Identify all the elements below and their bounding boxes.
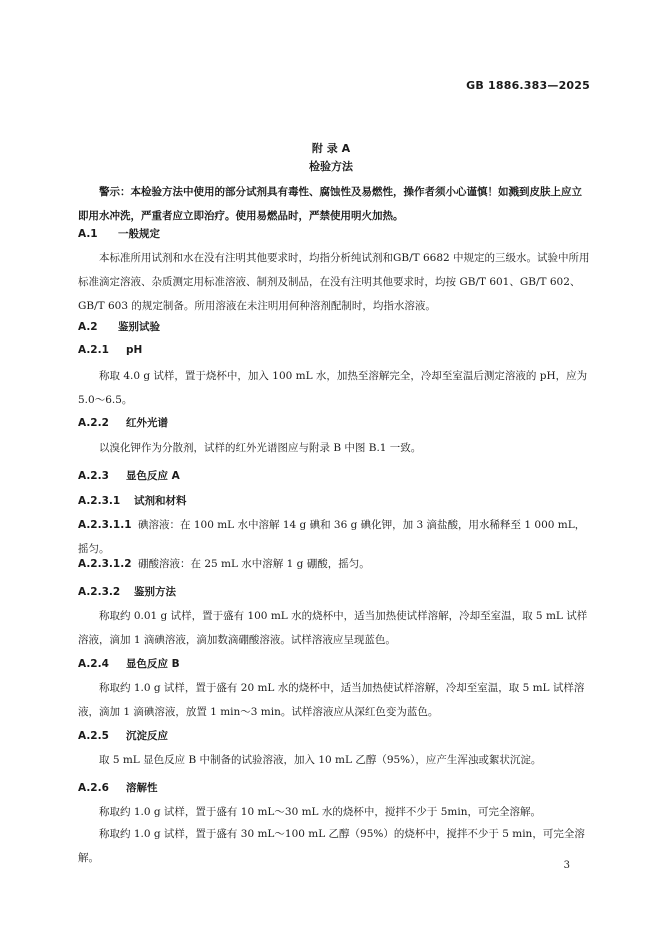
section-number: A.2.2	[78, 417, 109, 429]
section-number: A.2.1	[78, 344, 109, 356]
section-heading-a21	[78, 344, 142, 356]
section-heading-a22	[78, 415, 168, 430]
section-heading-a23	[78, 468, 180, 483]
section-number: A.2.3.1	[78, 495, 121, 507]
section-number: A.2.6	[78, 782, 109, 794]
section-text-a25: 取 5 mL 显色反应 B 中制备的试验溶液，加入 10 mL 乙醇（95%），应产生浑浊或絮状沉淀。	[99, 754, 542, 766]
section-number: A.1	[78, 228, 98, 240]
item-number: A.2.3.1.2	[78, 558, 132, 570]
section-text-a1: 本标准所用试剂和水在没有注明其他要求时，均指分析纯试剂和GB/T 6682 中规定的三级水。试验中所用标准滴定溶液、杂质测定用标准溶液、制剂及制品，在没有注明其他要求时，均按 GB/T 601、GB/T 602、GB/T 603 的规定制备。所用溶液在未注明用何种溶剂配制时，均指水溶液。	[78, 252, 590, 312]
section-title: 显色反应 A	[126, 470, 180, 482]
page-number: 3	[563, 860, 570, 871]
section-heading-a232	[78, 584, 176, 599]
section-heading-a231	[78, 493, 187, 508]
standard-number-header: GB 1886.383—2025	[466, 79, 590, 92]
section-title: 沉淀反应	[126, 730, 168, 742]
section-heading-a1	[78, 226, 160, 241]
section-text-a22: 以溴化钾作为分散剂，试样的红外光谱图应与附录 B 中图 B.1 一致。	[99, 442, 422, 454]
item-number: A.2.3.1.1	[78, 519, 132, 531]
section-text-a21: 称取 4.0 g 试样，置于烧杯中，加入 100 mL 水，加热至溶解完全，冷却至室温后测定溶液的 pH，应为 5.0～6.5。	[78, 370, 588, 406]
section-heading-a2	[78, 319, 160, 334]
section-title: 试剂和材料	[134, 495, 187, 507]
section-title: 红外光谱	[126, 417, 168, 429]
item-text: 碘溶液：在 100 mL 水中溶解 14 g 碘和 36 g 碘化钾，加 3 滴盐酸，用水稀释至 1 000 mL，摇匀。	[78, 519, 586, 555]
reagent-item-boric-acid	[78, 552, 592, 576]
section-text-a232: 称取约 0.01 g 试样，置于盛有 100 mL 水的烧杯中，适当加热使试样溶解，冷却至室温，取 5 mL 试样溶液，滴加 1 滴碘溶液，滴加数滴硼酸溶液。试样溶液应呈现蓝色。	[78, 610, 588, 646]
section-title: 溶解性	[126, 782, 158, 794]
section-text-a26-ethanol: 称取约 1.0 g 试样，置于盛有 30 mL～100 mL 乙醇（95%）的烧杯中，搅拌不少于 5 min，可完全溶解。	[78, 828, 585, 864]
item-text: 硼酸溶液：在 25 mL 水中溶解 1 g 硼酸，摇匀。	[138, 558, 370, 570]
section-text-a26-water: 称取约 1.0 g 试样，置于盛有 10 mL～30 mL 水的烧杯中，搅拌不少于 5min，可完全溶解。	[99, 806, 541, 818]
section-title: 鉴别方法	[134, 586, 176, 598]
section-title: pH	[126, 344, 143, 356]
appendix-label: 附 录 A	[311, 142, 351, 155]
section-text-a24: 称取约 1.0 g 试样，置于盛有 20 mL 水的烧杯中，适当加热使试样溶解，冷却至室温，取 5 mL 试样溶液，滴加 1 滴碘溶液，放置 1 min～3 min。试样溶液应从深红色变为蓝色。	[78, 682, 585, 718]
section-heading-a24	[78, 656, 180, 671]
section-number: A.2.4	[78, 658, 109, 670]
section-number: A.2.3.2	[78, 586, 121, 598]
section-number: A.2.3	[78, 470, 109, 482]
section-heading-a26	[78, 780, 158, 795]
section-heading-a25	[78, 728, 168, 743]
section-title: 一般规定	[118, 228, 160, 240]
section-number: A.2.5	[78, 730, 109, 742]
section-title: 鉴别试验	[118, 321, 160, 333]
appendix-title: 检验方法	[309, 160, 353, 173]
section-title: 显色反应 B	[126, 658, 180, 670]
safety-warning: 警示：本检验方法中使用的部分试剂具有毒性、腐蚀性及易燃性，操作者须小心谨慎！如溅到皮肤上应立即用水冲洗，严重者应立即治疗。使用易燃品时，严禁使用明火加热。	[78, 186, 582, 222]
section-number: A.2	[78, 321, 98, 333]
